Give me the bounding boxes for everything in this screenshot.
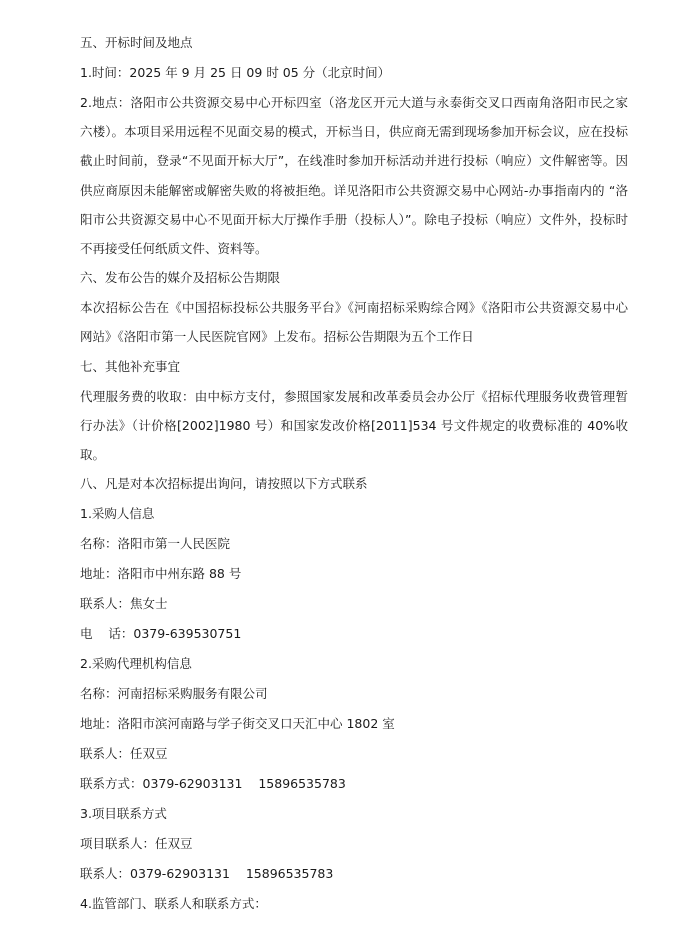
agency-phone: 联系方式：0379-62903131 15896535783	[80, 776, 346, 792]
purchaser-address: 地址：洛阳市中州东路 88 号	[80, 566, 242, 582]
project-phone: 联系人：0379-62903131 15896535783	[80, 866, 334, 882]
supervision-title: 4.监管部门、联系人和联系方式：	[80, 896, 267, 912]
purchaser-title: 1.采购人信息	[80, 506, 155, 522]
agency-contact: 联系人：任双豆	[80, 746, 168, 762]
media-paragraph: 本次招标公告在《中国招标投标公共服务平台》《河南招标采购综合网》《洛阳市公共资源交易中心网站》《洛阳市第一人民医院官网》上发布。招标公告期限为五个工作日	[80, 300, 628, 345]
project-contact: 项目联系人：任双豆	[80, 836, 193, 852]
opening-place-paragraph: 2.地点：洛阳市公共资源交易中心开标四室（洛龙区开元大道与永泰街交叉口西南角洛阳市民之家六楼）。本项目采用远程不见面交易的模式，开标当日，供应商无需到现场参加开标会议，应在投标截止时间前，登录“不见面开标大厅”，在线准时参加开标活动并进行投标（响应）文件解密等。因供应商原因未能解密或解密失败的将被拒绝。详见洛阳市公共资源交易中心网站-办事指南内的 “洛阳市公共资源交易中心不见面开标大厅操作手册（投标人）”。除电子投标（响应）文件外，投标时不再接受任何纸质文件、资料等。	[80, 95, 628, 257]
project-title: 3.项目联系方式	[80, 806, 167, 822]
purchaser-contact: 联系人：焦女士	[80, 596, 168, 612]
purchaser-phone: 电 话：0379-639530751	[80, 626, 242, 642]
document-body	[80, 28, 628, 919]
section-heading-media: 六、发布公告的媒介及招标公告期限	[80, 270, 281, 286]
other-paragraph: 代理服务费的收取：由中标方支付，参照国家发展和改革委员会办公厅《招标代理服务收费管理暂行办法》（计价格[2002]1980 号）和国家发改价格[2011]534 号文件规定的收费标准的 40%收取。	[80, 388, 628, 463]
section-heading-opening: 五、开标时间及地点	[80, 35, 193, 50]
agency-name: 名称：河南招标采购服务有限公司	[80, 686, 268, 702]
agency-address: 地址：洛阳市滨河南路与学子街交叉口天汇中心 1802 室	[80, 716, 395, 732]
section-heading-contact: 八、凡是对本次招标提出询问，请按照以下方式联系	[80, 476, 368, 492]
purchaser-name: 名称：洛阳市第一人民医院	[80, 536, 231, 552]
opening-time: 1.时间：2025 年 9 月 25 日 09 时 05 分（北京时间）	[80, 65, 391, 80]
agency-title: 2.采购代理机构信息	[80, 656, 192, 672]
section-heading-other: 七、其他补充事宜	[80, 358, 181, 374]
